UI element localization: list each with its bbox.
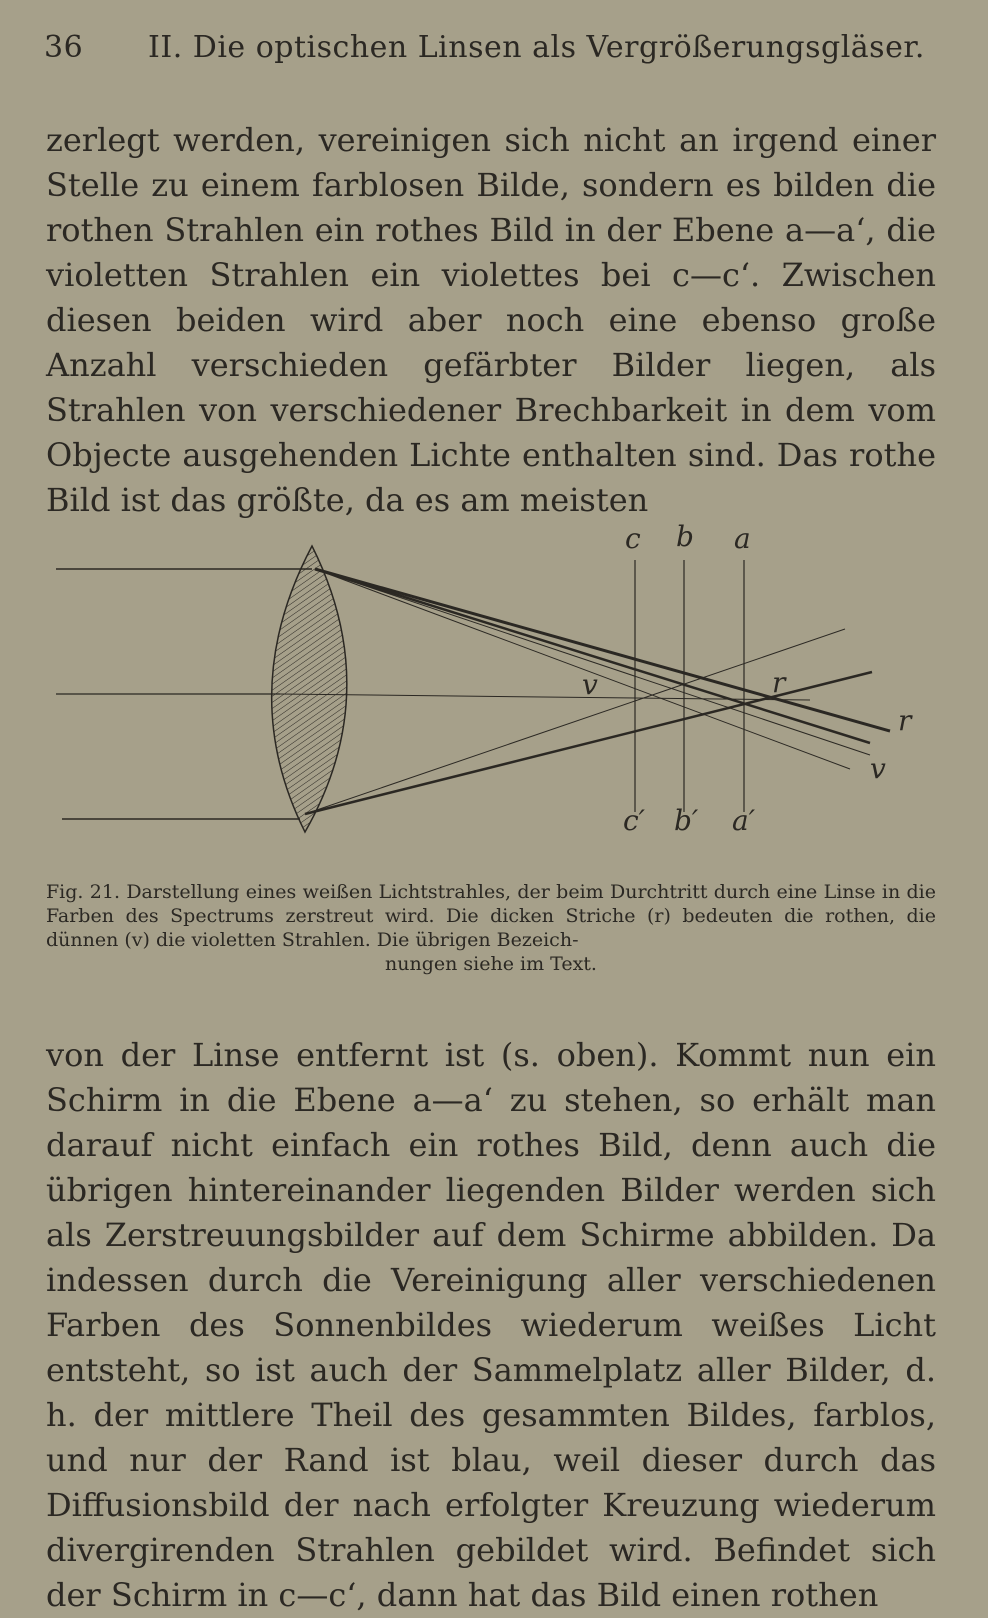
figure-caption <box>46 880 936 976</box>
label-c: c <box>625 522 641 555</box>
page-number: 36 <box>44 30 84 65</box>
violet-ray-bottom <box>305 629 845 814</box>
label-c-prime: c′ <box>623 804 646 837</box>
body-paragraph-bottom: von der Linse entfernt ist (s. oben). Kommt nun ein Schirm in die Ebene a—a‘ zu stehen, so erhält man darauf nicht einfach ein rothes Bild, denn auch die übrigen hintereinander liegenden Bilder werden sich als Zerstreuungsbilder auf dem Schirme abbilden. Da indessen durch die Vereinigung aller verschiedenen Farben des Sonnenbildes wiederum weißes Licht entsteht, so ist auch der Sammelplatz aller Bilder, d. h. der mittlere Theil des gesammten Bildes, farblos, und nur der Rand ist blau, weil dieser durch das Diffusionsbild der nach erfolgter Kreuzung wiederum divergirenden Strahlen gebildet wird. Befindet sich der Schirm in c—c‘, dann hat das Bild einen rothen <box>46 1036 936 1614</box>
red-ray-top-2 <box>315 569 870 743</box>
label-r-end: r <box>898 704 912 737</box>
label-a-prime: a′ <box>732 804 756 837</box>
red-ray-top <box>315 569 890 731</box>
running-title: II. Die optischen Linsen als Vergrößerungsgläser. <box>148 30 925 65</box>
violet-ray-top <box>315 569 870 755</box>
page-header <box>44 30 944 65</box>
label-v-end: v <box>870 752 886 785</box>
label-r-center: r <box>772 666 786 699</box>
label-a: a <box>734 522 751 555</box>
label-b: b <box>676 522 694 553</box>
lens-shape <box>272 546 347 832</box>
lens-dispersion-diagram <box>50 522 930 862</box>
caption-main: Fig. 21. Darstellung eines weißen Lichtstrahles, der beim Durchtritt durch eine Linse in die Farben des Spectrums zerstreut wird. Die dicken Striche (r) bedeuten die rothen, die dünnen (v) die violetten Strahlen. Die übrigen Bezeich- <box>46 881 936 951</box>
caption-last-line: nungen siehe im Text. <box>385 953 597 975</box>
body-paragraph-top: zerlegt werden, vereinigen sich nicht an irgend einer Stelle zu einem farblosen Bilde, sondern es bilden die rothen Strahlen ein rothes Bild in der Ebene a—a‘, die violetten Strahlen ein violettes bei c—c‘. Zwischen diesen beiden wird aber noch eine ebenso große Anzahl verschieden gefärbter Bilder liegen, als Strahlen von verschiedener Brechbarkeit in dem vom Objecte ausgehenden Lichte enthalten sind. Das rothe Bild ist das größte, da es am meisten <box>46 121 936 519</box>
label-v-center: v <box>582 668 598 701</box>
label-b-prime: b′ <box>674 804 699 837</box>
